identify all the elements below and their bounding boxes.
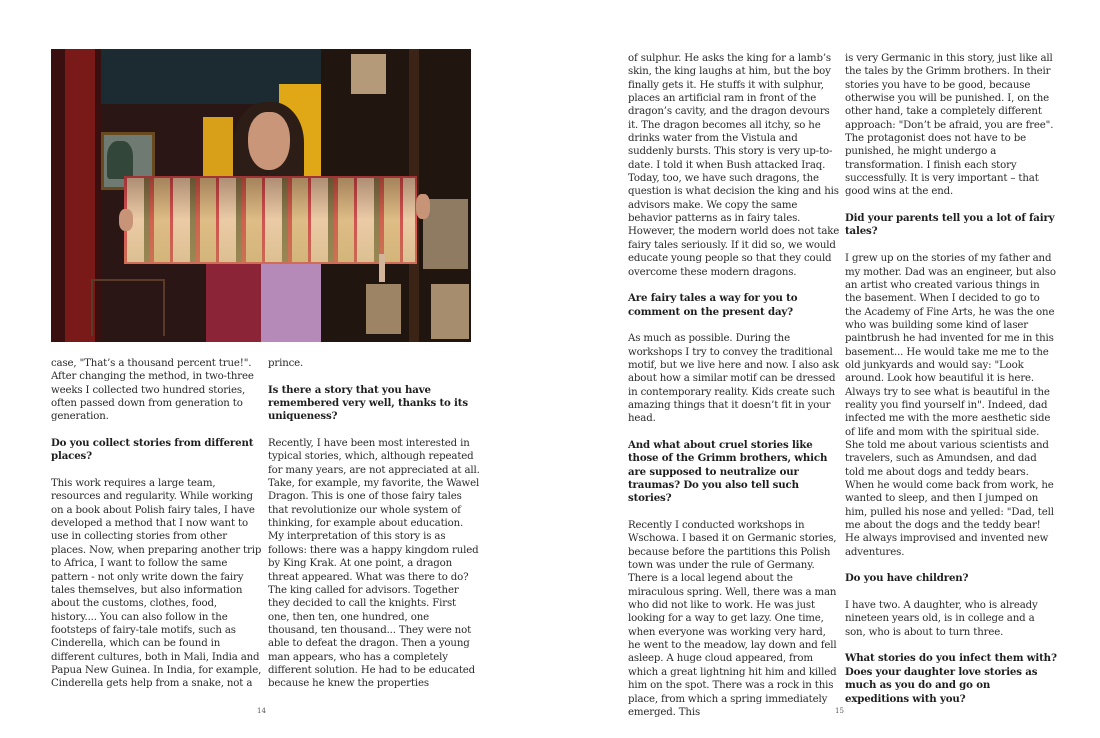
interview-question: Did your parents tell you a lot of fairy tales?: [845, 212, 1055, 238]
interview-answer: Recently, I have been most interested in typical stories, which, although repeated for many years, are not appreciated at all. Take, for example, my favorite, the Wawel Dragon. This is one of those fairy tales that revolutionize our whole system of thinking, for example about education. My interpretation of this story is as follows: there was a happy kingdom ruled by King Krak. At one point, a dragon threat appeared. What was there to do? The king called for advisors. Together they decided to call the knights. First one, then ten, one hundred, one thousand, ten thousand... They were not able to defeat the dragon. Then a young man appears, who has a completely different solution. He had to be educated because he knew the properties: [268, 438, 480, 690]
photo-hand-right: [416, 194, 430, 219]
interview-answer: This work requires a large team, resources and regularity. While working on a book about Polish fairy tales, I have developed a method that I now want to use in collecting stories from other places. Now, when preparing another trip to Africa, I want to follow the same pattern - not only write down the fairy tales themselves, but also information about the customs, clothes, food, history.... You can also follow in the footsteps of fairy-tale motifs, such as Cinderella, which can be found in different cultures, both in Mali, India and Papua New Guinea. In India, for example, Cinderella gets help from a snake, not a: [51, 478, 262, 690]
photo-popup-book: [124, 176, 417, 264]
photo-chair: [91, 279, 165, 336]
interview-question: What stories do you infect them with? Does your daughter love stories as much as you do and go on expeditions with you?: [845, 652, 1057, 705]
photo-robe-purple: [261, 254, 321, 342]
interview-question: Do you collect stories from different places?: [51, 437, 254, 463]
interview-answer: prince.: [268, 358, 304, 369]
page-14-column-2: [268, 357, 480, 691]
interview-question: Is there a story that you have remembered very well, thanks to its uniqueness?: [268, 383, 468, 423]
photo-toy-house: [366, 284, 401, 334]
page-14-column-1: [51, 357, 263, 691]
photo-toy-house: [351, 54, 386, 94]
interview-answer: of sulphur. He asks the king for a lamb’s skin, the king laughs at him, but the boy finally gets it. He stuffs it with sulphur, places an artificial ram in front of the dragon’s cavity, and the dragon devours it. The dragon becomes all itchy, so he drinks water from the Vistula and suddenly bursts. This story is very up-to-date. I told it when Bush attacked Iraq. Today, too, we have such dragons, the question is what decision the king and his advisors make. We copy the same behavior patterns as in fairy tales. However, the modern world does not take fairy tales seriously. If it did so, we would educate young people so that they could overcome these modern dragons.: [628, 53, 840, 278]
interview-answer: As much as possible. During the workshops I try to convey the traditional motif, but we live here and now. I also ask about how a similar motif can be dressed in contemporary reality. Kids create such amazing things that it doesn’t fit in your head.: [628, 333, 839, 425]
interview-question: Are fairy tales a way for you to comment on the present day?: [628, 292, 798, 318]
interview-photo: [51, 49, 471, 342]
interview-answer: I grew up on the stories of my father and my mother. Dad was an engineer, but also an artist who created various things in the basement. When I decided to go to the Academy of Fine Arts, he was the one who was building some kind of laser paintbrush he had invented for me in this basement... He would take me me to the old junkyards and would say: "Look around. Look how beautiful it is here. Always try to see what is beautiful in the reality you find yourself in". Indeed, dad infected me with the more aesthetic side of life and mom with the spiritual side. She told me about various scientists and travelers, such as Amundsen, and dad told me about dogs and teddy bears. When he would come back from work, he wanted to sleep, and then I jumped on him, pulled his nose and yelled: "Dad, tell me about the dogs and the teddy bear! He always improvised and invented new adventures.: [845, 253, 1056, 558]
page-15-column-1: [628, 52, 840, 719]
photo-person-face: [248, 112, 290, 170]
page-number-left: 14: [257, 707, 266, 715]
photo-hand-left: [119, 209, 133, 231]
page-number-right: 15: [835, 707, 844, 715]
photo-toy-house: [431, 284, 469, 339]
interview-question: Do you have children?: [845, 572, 969, 585]
interview-answer: I have two. A daughter, who is already nineteen years old, is in college and a son, who is about to turn three.: [845, 600, 1038, 638]
page-15-column-2: [845, 52, 1057, 706]
photo-tree: [107, 141, 133, 179]
photo-tassel: [379, 254, 385, 282]
interview-answer: Recently I conducted workshops in Wschowa. I based it on Germanic stories, because before the partitions this Polish town was under the rule of Germany. There is a local legend about the miraculous spring. Well, there was a man who did not like to work. He was just looking for a way to get lazy. One time, when everyone was working very hard, he went to the meadow, lay down and fell asleep. A huge cloud appeared, from which a great lightning hit him and killed him on the spot. There was a rock in this place, from which a spring immediately emerged. This: [628, 520, 837, 718]
photo-robe-red: [206, 254, 261, 342]
interview-answer: is very Germanic in this story, just like all the tales by the Grimm brothers. In their stories you have to be good, because otherwise you will be punished. I, on the other hand, take a completely different approach: "Don’t be afraid, you are free". The protagonist does not have to be punished, he might undergo a transformation. I finish each story successfully. It is very important – that good wins at the end.: [845, 53, 1054, 198]
interview-question: And what about cruel stories like those of the Grimm brothers, which are supposed to neutralize our traumas? Do you also tell such stories?: [628, 438, 828, 505]
interview-answer: case, "That’s a thousand percent true!". After changing the method, in two-three weeks I collected two hundred stories, often passed down from generation to generation.: [51, 358, 254, 423]
